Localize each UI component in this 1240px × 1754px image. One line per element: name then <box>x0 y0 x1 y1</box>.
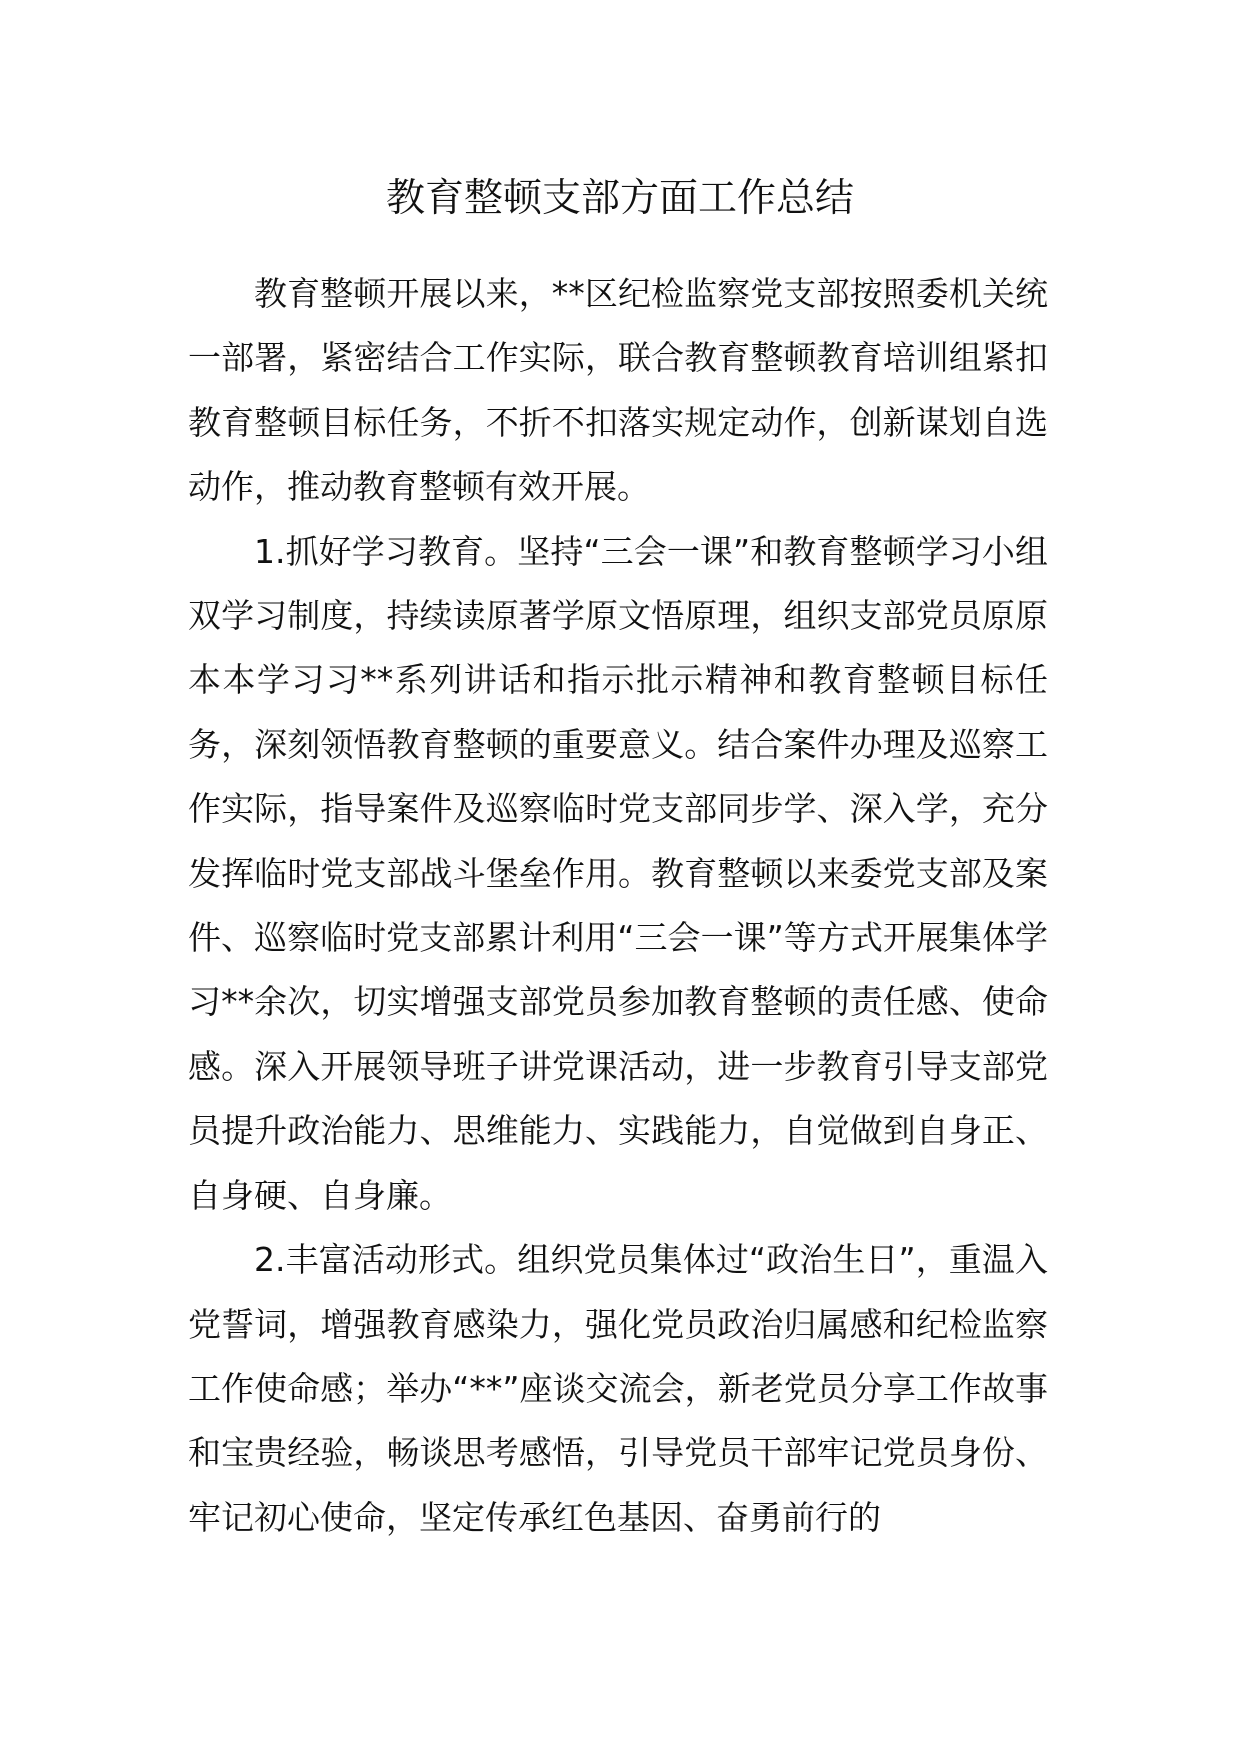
section-1-paragraph: 1.抓好学习教育。坚持“三会一课”和教育整顿学习小组双学习制度，持续读原著学原文悟原理，组织支部党员原原本本学习习**系列讲话和指示批示精神和教育整顿目标任务，深刻领悟教育整顿的重要意义。结合案件办理及巡察工作实际，指导案件及巡察临时党支部同步学、深入学，充分发挥临时党支部战斗堡垒作用。教育整顿以来委党支部及案件、巡察临时党支部累计利用“三会一课”等方式开展集体学习**余次，切实增强支部党员参加教育整顿的责任感、使命感。深入开展领导班子讲党课活动，进一步教育引导支部党员提升政治能力、思维能力、实践能力，自觉做到自身正、自身硬、自身廉。 <box>188 531 1048 1215</box>
document-body <box>188 262 1048 1550</box>
document-title: 教育整顿支部方面工作总结 <box>385 176 854 221</box>
intro-paragraph: 教育整顿开展以来，**区纪检监察党支部按照委机关统一部署，紧密结合工作实际，联合教育整顿教育培训组紧扣教育整顿目标任务，不折不扣落实规定动作，创新谋划自选动作，推动教育整顿有效开展。 <box>188 274 1048 507</box>
section-2-paragraph: 2.丰富活动形式。组织党员集体过“政治生日”，重温入党誓词，增强教育感染力，强化党员政治归属感和纪检监察工作使命感；举办“**”座谈交流会，新老党员分享工作故事和宝贵经验，畅谈思考感悟，引导党员干部牢记党员身份、牢记初心使命，坚定传承红色基因、奋勇前行的 <box>188 1240 1048 1537</box>
